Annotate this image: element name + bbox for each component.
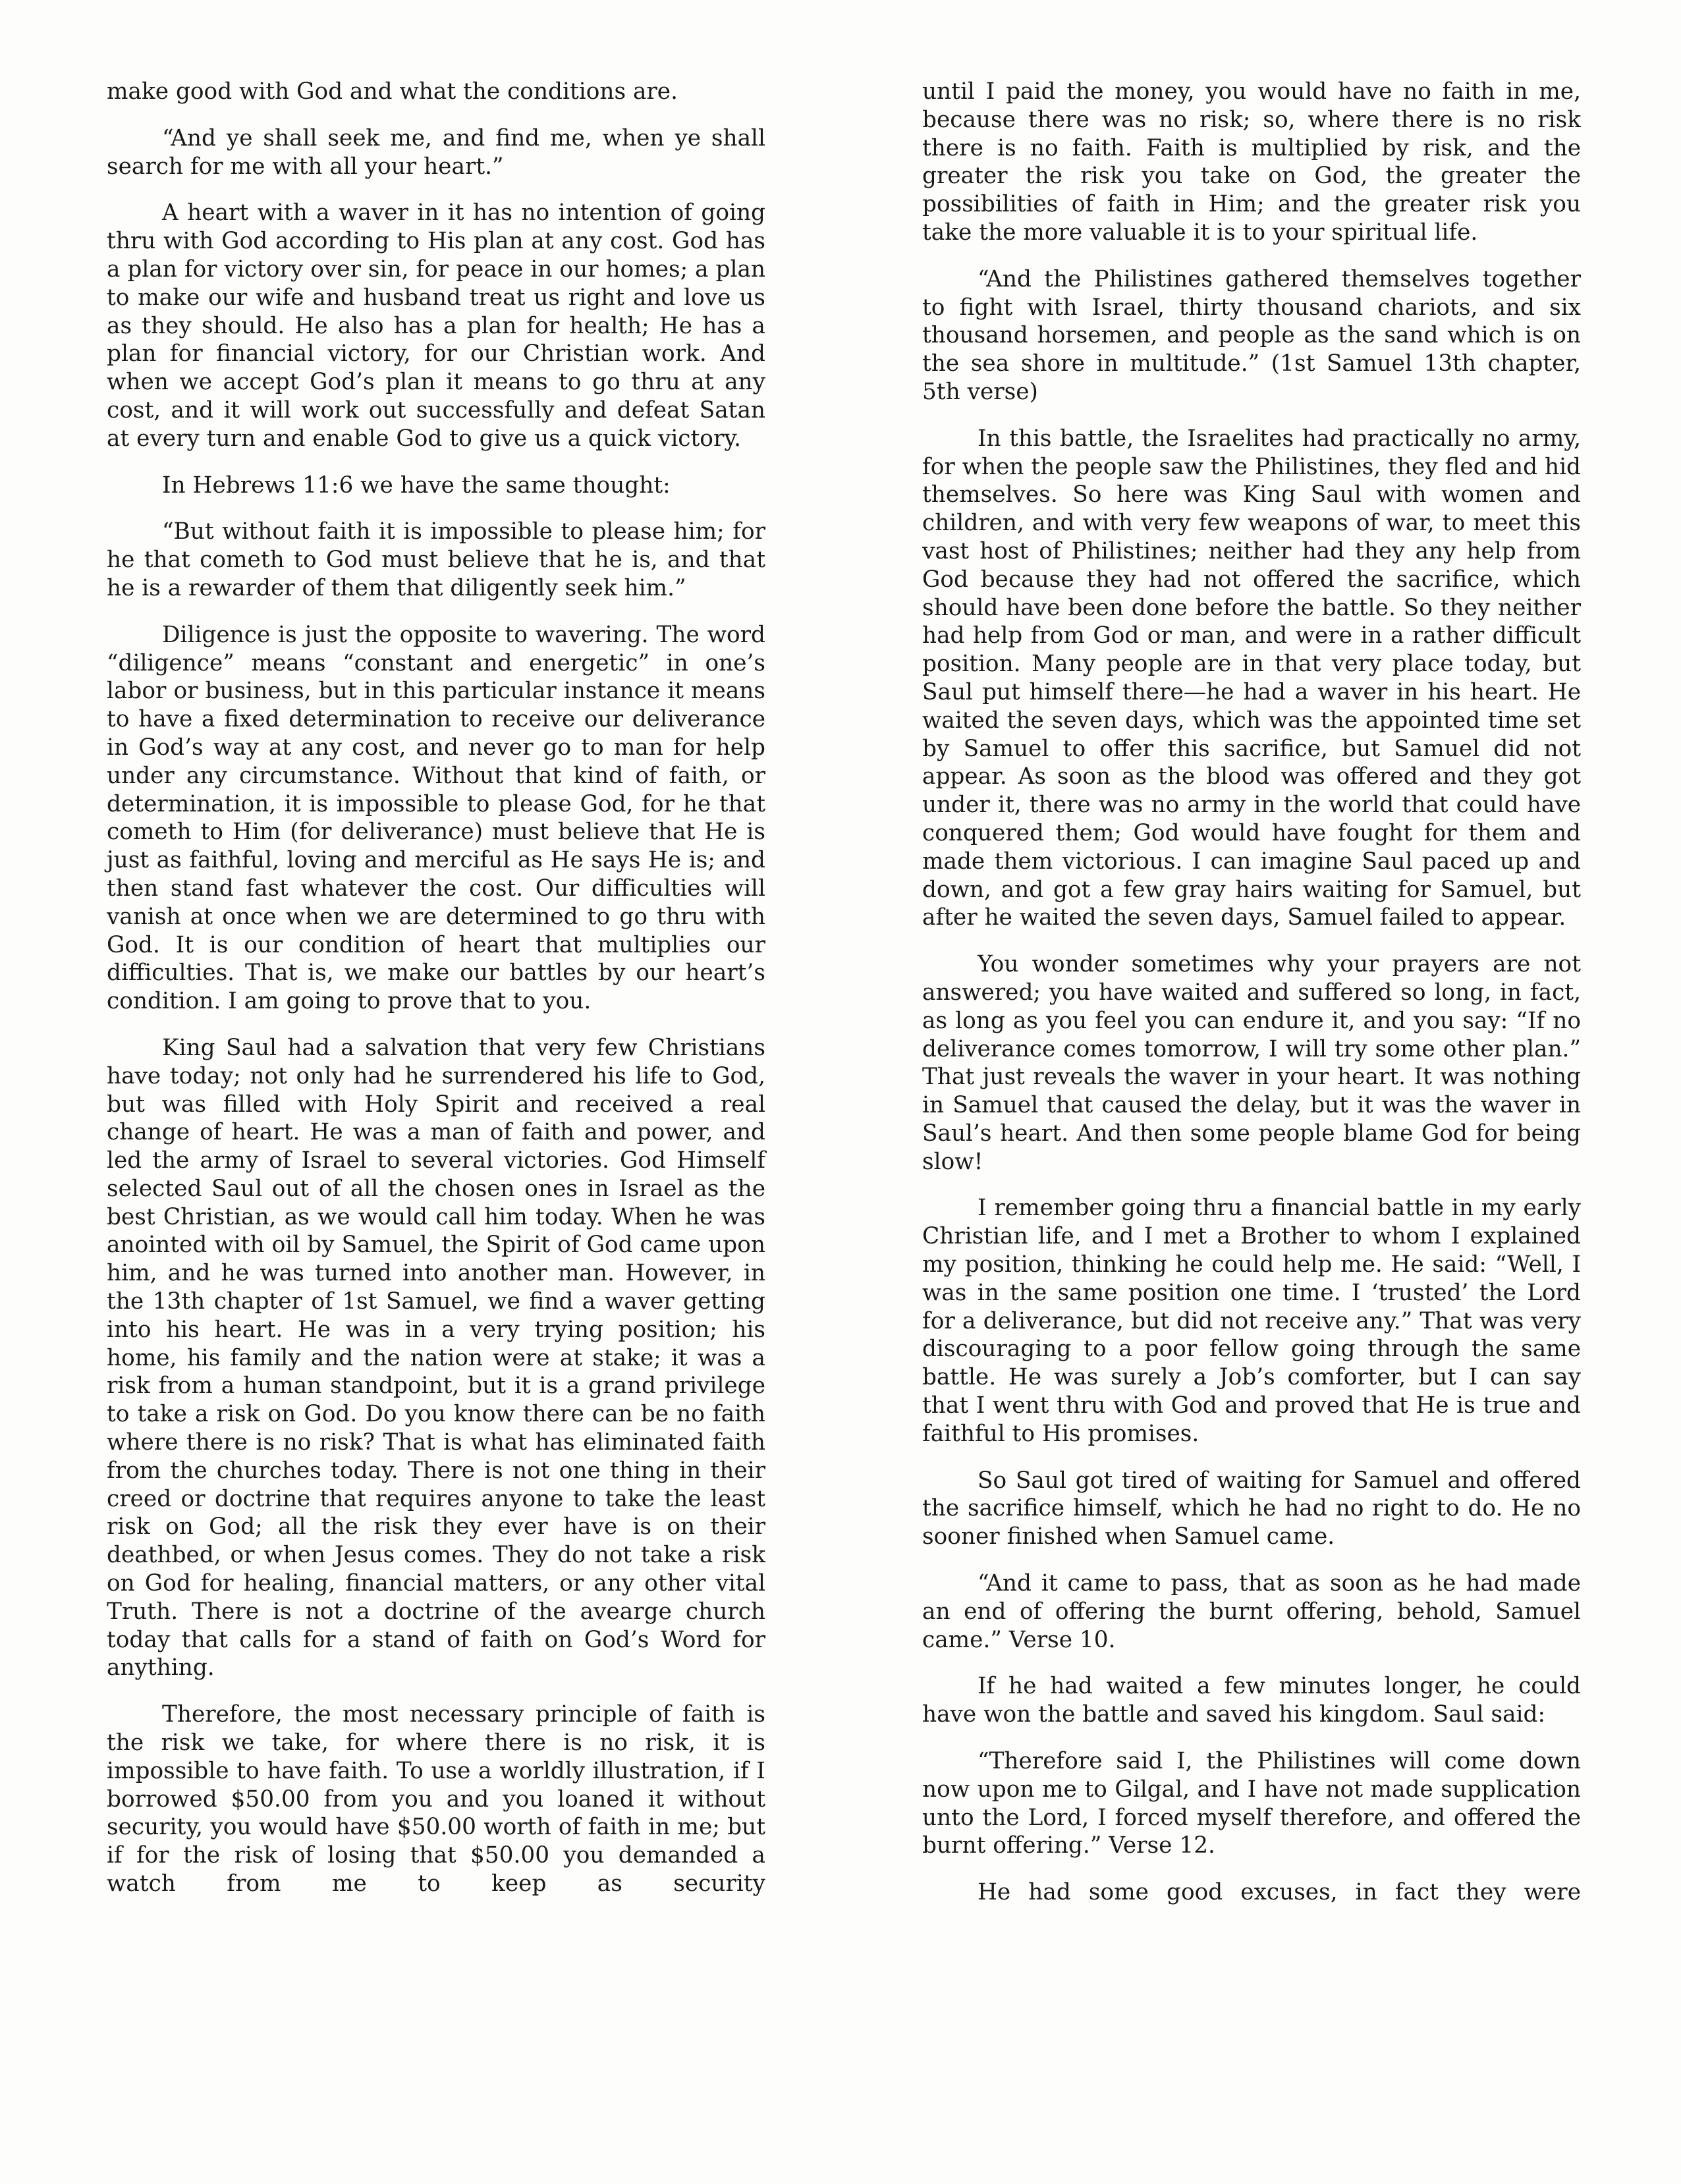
- paragraph: Therefore, the most necessary principle of faith is the risk we take, for where there is no risk, it is impossible to have faith. To use a worldly illustration, if I borrowed $50.00 from you and you loaned it without security, you would have $50.00 worth of faith in me; but if for the risk of losing that $50.00 you demanded a watch from me to keep as security: [107, 1701, 765, 1897]
- scripture-quote: “Therefore said I, the Philistines will come down now upon me to Gilgal, and I have not made supplication unto the Lord, I forced myself therefore, and offered the burnt offering.” Verse 12.: [922, 1748, 1581, 1859]
- paragraph: He had some good excuses, in fact they were: [978, 1879, 1581, 1906]
- scripture-quote: “And it came to pass, that as soon as he had made an end of offering the burnt offering, behold, Samuel came.” Verse 10.: [922, 1570, 1581, 1653]
- paragraph: In this battle, the Israelites had practically no army, for when the people saw the Philistines, they fled and hid themselves. So here was King Saul with women and children, and with very few weapons of war, to meet this vast host of Philistines; neither had they any help from God because they had not offered the sacrifice, which should have been done before the battle. So they neither had help from God or man, and were in a rather difficult position. Many people are in that very place today, but Saul put himself there—he had a waver in his heart. He waited the seven days, which was the appointed time set by Samuel to offer this sacrifice, but Samuel did not appear. As soon as the blood was offered and they got under it, there was no army in the world that could have conquered them; God would have fought for them and made them victorious. I can imagine Saul paced up and down, and got a few gray hairs waiting for Samuel, but after he waited the seven days, Samuel failed to appear.: [922, 425, 1581, 931]
- scripture-quote: “But without faith it is impossible to please him; for he that cometh to God must believe that he is, and that he is a rewarder of them that diligently seek him.”: [107, 518, 765, 601]
- paragraph: You wonder sometimes why your prayers are not answered; you have waited and suffered so long, in fact, as long as you feel you can endure it, and you say: “If no deliverance comes tomorrow, I will try some other plan.” That just reveals the waver in your heart. It was nothing in Samuel that caused the delay, but it was the waver in Saul’s heart. And then some people blame God for being slow!: [922, 951, 1581, 1175]
- paragraph: A heart with a waver in it has no intention of going thru with God according to His plan at any cost. God has a plan for victory over sin, for peace in our homes; a plan to make our wife and husband treat us right and love us as they should. He also has a plan for health; He has a plan for financial victory, for our Christian work. And when we accept God’s plan it means to go thru at any cost, and it will work out successfully and defeat Satan at every turn and enable God to give us a quick victory.: [107, 200, 765, 452]
- left-text-column: [107, 78, 765, 1917]
- paragraph: In Hebrews 11:6 we have the same thought:: [162, 472, 671, 499]
- paragraph: until I paid the money, you would have no faith in me, because there was no risk; so, where there is no risk there is no faith. Faith is multiplied by risk, and the greater the risk you take on God, the greater the possibilities of faith in Him; and the greater risk you take the more valuable it is to your spiritual life.: [922, 78, 1581, 246]
- scripture-quote: “And the Philistines gathered themselves together to fight with Israel, thirty thousand chariots, and six thousand horsemen, and people as the sand which is on the sea shore in multitude.” (1st Samuel 13th chapter, 5th verse): [922, 265, 1581, 405]
- paragraph: So Saul got tired of waiting for Samuel and offered the sacrifice himself, which he had no right to do. He no sooner finished when Samuel came.: [922, 1467, 1581, 1550]
- paragraph: If he had waited a few minutes longer, he could have won the battle and saved his kingdom. Saul said:: [922, 1673, 1581, 1728]
- paragraph: I remember going thru a financial battle in my early Christian life, and I met a Brother to whom I explained my position, thinking he could help me. He said: “Well, I was in the same position one time. I ‘trusted’ the Lord for a deliverance, but did not receive any.” That was very discouraging to a poor fellow going through the same battle. He was surely a Job’s comforter, but I can say that I went thru with God and proved that He is true and faithful to His promises.: [922, 1195, 1581, 1447]
- paragraph: King Saul had a salvation that very few Christians have today; not only had he surrendered his life to God, but was filled with Holy Spirit and received a real change of heart. He was a man of faith and power, and led the army of Israel to several victories. God Himself selected Saul out of all the chosen ones in Israel as the best Christian, as we would call him today. When he was anointed with oil by Samuel, the Spirit of God came upon him, and he was turned into another man. However, in the 13th chapter of 1st Samuel, we find a waver getting into his heart. He was in a very trying position; his home, his family and the nation were at stake; it was a risk from a human standpoint, but it is a grand privilege to take a risk on God. Do you know there can be no faith where there is no risk? That is what has eliminated faith from the churches today. There is not one thing in their creed or doctrine that requires anyone to take the least risk on God; all the risk they ever have is on their deathbed, or when Jesus comes. They do not take a risk on God for healing, financial matters, or any other vital Truth. There is not a doctrine of the avearge church today that calls for a stand of faith on God’s Word for anything.: [107, 1034, 765, 1681]
- right-text-column: [922, 78, 1581, 1925]
- paragraph: Diligence is just the opposite to wavering. The word “diligence” means “constant and energetic” in one’s labor or business, but in this particular instance it means to have a fixed determination to receive our deliverance in God’s way at any cost, and never go to man for help under any circumstance. Without that kind of faith, or determination, it is impossible to please God, for he that cometh to Him (for deliverance) must believe that He is just as faithful, loving and merciful as He says He is; and then stand fast whatever the cost. Our difficulties will vanish at once when we are determined to go thru with God. It is our condition of heart that multiplies our difficulties. That is, we make our battles by our heart’s condition. I am going to prove that to you.: [107, 621, 765, 1015]
- paragraph: make good with God and what the conditions are.: [107, 78, 678, 105]
- scripture-quote: “And ye shall seek me, and find me, when ye shall search for me with all your heart.”: [107, 124, 765, 180]
